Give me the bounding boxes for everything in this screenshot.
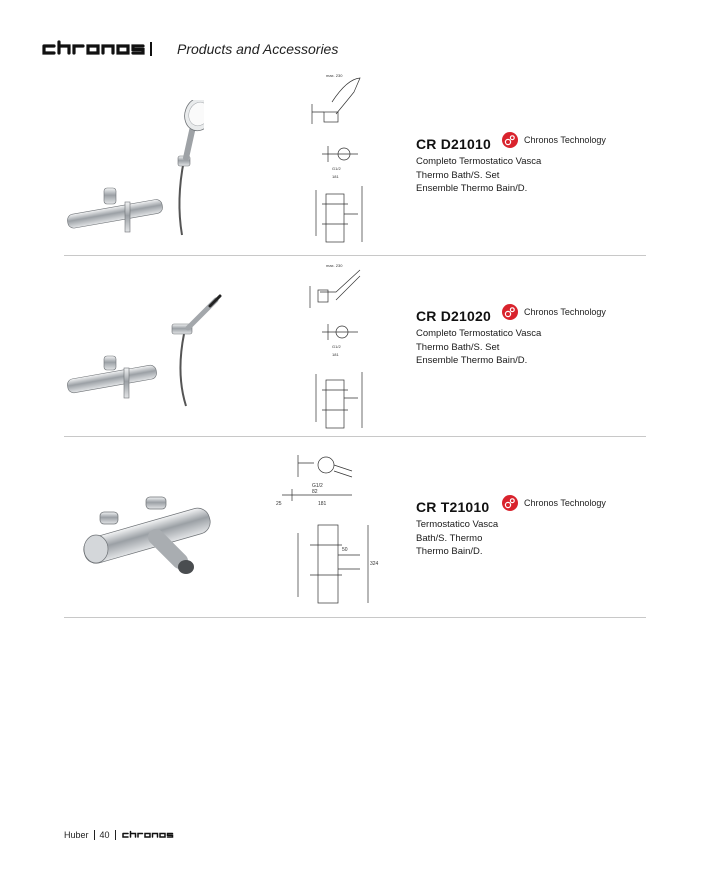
dimension-label: G1/2	[332, 166, 341, 171]
page-title: Products and Accessories	[177, 41, 339, 57]
product-info	[416, 135, 606, 196]
product-code: CR D21010	[416, 136, 491, 152]
dimension-label: 25	[276, 501, 282, 507]
product-section-1	[64, 70, 646, 256]
dimension-label: max. 230	[326, 74, 343, 78]
thermostatic-mixer-image	[76, 487, 226, 587]
technology-label: Chronos Technology	[524, 307, 606, 317]
chronos-technology-icon	[502, 304, 518, 320]
dimension-label: 50	[342, 547, 348, 553]
chronos-technology-icon	[502, 132, 518, 148]
technology-label: Chronos Technology	[524, 135, 606, 145]
dimension-label: 181	[332, 352, 339, 357]
page-header	[40, 38, 338, 60]
footer-company: Huber	[64, 830, 89, 840]
page-number: 40	[99, 830, 110, 840]
description-line: Termostatico Vasca	[416, 519, 499, 530]
dimension-label: max. 230	[326, 263, 343, 268]
dimension-label: 82	[312, 489, 318, 495]
description-line: Thermo Bath/S. Set	[416, 169, 500, 181]
shower-set-image	[64, 294, 224, 414]
chronos-logo	[40, 39, 175, 59]
product-section-2	[64, 256, 646, 437]
description-line: Completo Termostatico Vasca	[416, 328, 542, 339]
technical-drawing	[302, 262, 372, 432]
chronos-logo	[121, 830, 179, 840]
technology-badge	[502, 132, 606, 148]
chronos-technology-icon	[502, 495, 518, 511]
description-line: Completo Termostatico Vasca	[416, 156, 542, 167]
technology-badge	[502, 304, 606, 320]
description-line: Ensemble Thermo Bain/D.	[416, 183, 528, 194]
technical-drawing	[302, 74, 372, 244]
product-section-3	[64, 437, 646, 618]
description-line: Bath/S. Thermo	[416, 532, 483, 544]
technology-badge	[502, 495, 606, 511]
product-info	[416, 307, 606, 368]
product-code: CR D21020	[416, 308, 491, 324]
description-line: Thermo Bain/D.	[416, 546, 483, 557]
description-line: Ensemble Thermo Bain/D.	[416, 355, 528, 366]
technical-drawing	[272, 447, 382, 607]
dimension-label: G1/2	[312, 483, 323, 489]
product-code: CR T21010	[416, 499, 490, 515]
dimension-label: G1/2	[332, 344, 341, 349]
product-info	[416, 498, 606, 559]
dimension-label: 181	[332, 174, 339, 179]
shower-set-image	[64, 100, 204, 240]
dimension-label: 181	[318, 501, 327, 507]
page-footer	[64, 830, 179, 840]
description-line: Thermo Bath/S. Set	[416, 341, 500, 353]
technology-label: Chronos Technology	[524, 498, 606, 508]
dimension-label: 324	[370, 561, 379, 567]
